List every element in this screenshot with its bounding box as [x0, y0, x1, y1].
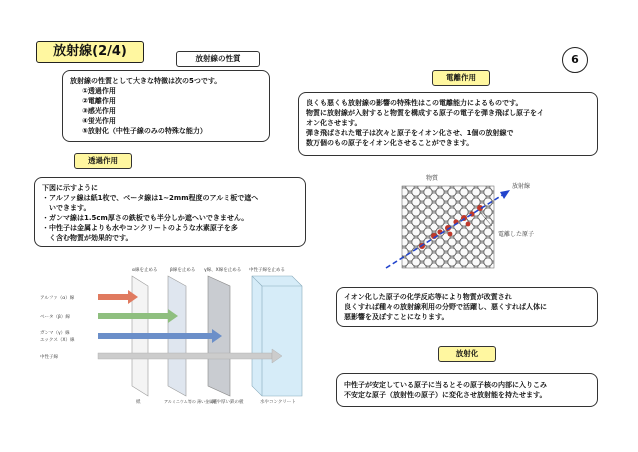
bottom-label: 鉛や厚い鉄の板: [212, 400, 244, 405]
ionization-line: 良くも悪くも放射線の影響の特殊性はこの電離能力によるものです。: [306, 99, 523, 107]
left-label: 中性子線: [40, 355, 58, 360]
ionization-line: オン化させます。: [306, 119, 362, 127]
top-label: γ線、X線を止める: [204, 268, 242, 273]
left-label: ガンマ（γ）線: [40, 331, 70, 336]
effect-line: 悪影響を及ぼすことになります。: [344, 313, 449, 321]
left-label: アルファ（α）線: [40, 296, 75, 301]
page-number: 6: [562, 47, 588, 73]
property-item: ③感光作用: [82, 107, 116, 115]
penetration-line: いできます。: [42, 204, 91, 212]
activation-line: 中性子が安定している原子に当るとその原子核の内部に入りこみ: [344, 381, 547, 389]
ionization-box: [298, 92, 598, 156]
ionization-line: 弾き飛ばされた電子は次々と原子をイオン化させ、1個の放射線で: [306, 129, 514, 137]
radiation-arrowhead: [500, 190, 510, 199]
shielding-diagram: [40, 262, 310, 412]
effect-line: イオン化した原子の化学反応等により物質が改質され: [344, 293, 512, 301]
water-tank: [252, 276, 302, 396]
activation-box: [336, 373, 598, 407]
ionization-figure: [380, 172, 580, 276]
bottom-label: 水やコンクリート: [260, 400, 296, 405]
activation-tag: 放射化: [438, 346, 496, 362]
effect-line: 良くすれば種々の放射線利用の分野で活躍し、悪くすれば人体に: [344, 303, 547, 311]
page-title: 放射線(2/4): [36, 41, 144, 63]
bottom-label: 紙: [136, 400, 141, 405]
ionization-line: 物質に放射線が入射すると物質を構成する原子の電子を弾き飛ばし原子をイ: [306, 109, 544, 117]
ionization-line: 数万個のもの原子をイオン化させることができます。: [306, 139, 474, 147]
ionized-atom-label: 電離した原子: [498, 231, 535, 238]
ionization-tag: 電離作用: [432, 70, 490, 86]
section-tag: 放射線の性質: [176, 51, 260, 67]
bottom-label: アルミニウム等の 薄い金属板: [164, 399, 218, 404]
activation-line: 不安定な原子（放射性の原子）に変化させ放射能を持たせます。: [344, 391, 547, 399]
gamma-arrow: [98, 329, 222, 343]
left-label: エックス（X）線: [40, 338, 75, 343]
penetration-box: [34, 177, 306, 247]
ionization-effect-box: [336, 287, 598, 327]
property-item: ④蛍光作用: [82, 117, 116, 125]
penetration-line: ・ガンマ線は1.5cm厚さの鉄板でも半分しか遮へいできません。: [42, 214, 249, 222]
matter-label: 物質: [426, 175, 439, 182]
top-label: β線を止める: [170, 268, 196, 273]
top-label: α線を止める: [132, 268, 158, 273]
penetration-tag: 透過作用: [74, 153, 132, 169]
penetration-line: ・アルファ線は紙1枚で、ベータ線は1~2mm程度のアルミ板で遮へ: [42, 194, 259, 202]
properties-intro: 放射線の性質として大きな特徴は次の5つです。: [70, 77, 222, 85]
left-label: ベータ（β）線: [40, 315, 70, 320]
penetration-line: く含む物質が効果的です。: [42, 234, 133, 242]
property-item: ⑤放射化（中性子線のみの特殊な能力）: [82, 127, 207, 135]
penetration-line: ・中性子は金属よりも水やコンクリートのような水素原子を多: [42, 224, 238, 232]
top-label: 中性子線を止める: [249, 268, 285, 273]
properties-box: [62, 70, 270, 142]
penetration-line: 下図に示すように: [42, 184, 98, 192]
property-item: ②電離作用: [82, 97, 116, 105]
property-item: ①透過作用: [82, 87, 116, 95]
radiation-label: 放射線: [512, 183, 531, 190]
